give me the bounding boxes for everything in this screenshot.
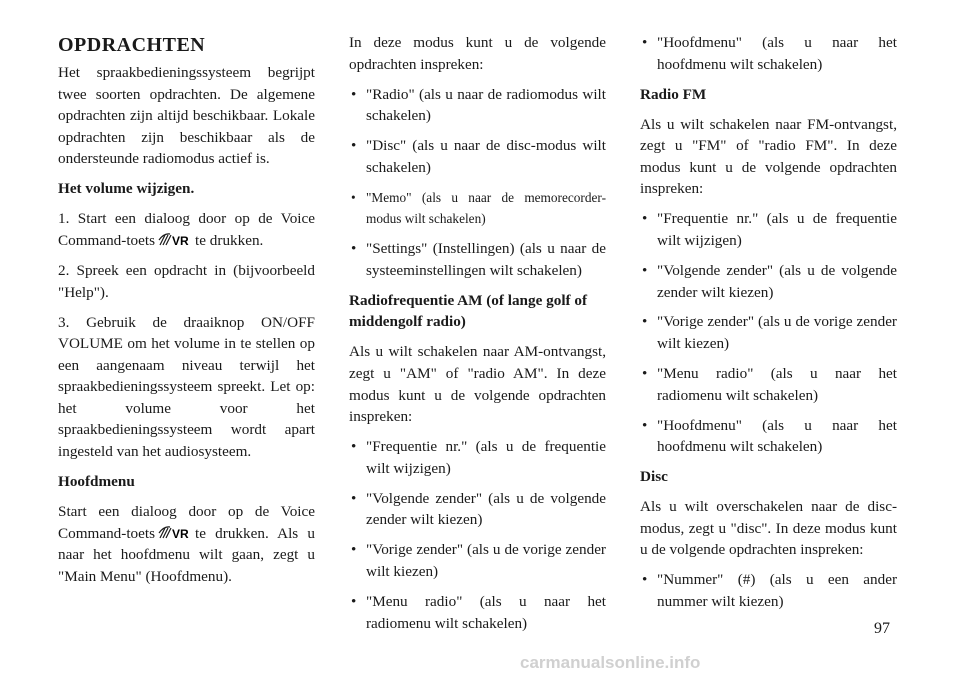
text-after-icon: te drukken. [195,231,264,249]
bullet-item [640,32,897,75]
subheading [640,84,897,106]
subheading [349,290,606,333]
paragraph [58,260,315,303]
text: "Settings" (Instellingen) (als u naar de systeeminstellingen wilt schakelen) [366,240,606,279]
text: Radio FM [640,85,707,103]
text: "Vorige zender" (als u de vorige zender wilt kiezen) [657,313,897,353]
bullet-icon: • [351,137,357,155]
bullet-item [349,187,606,230]
paragraph [58,501,315,587]
bullet-icon: • [351,592,357,610]
subheading [58,178,315,200]
text: Als u wilt overschakelen naar de disc-modus, zegt u "disc". In deze modus kunt u de volgende opdrachten inspreken: [640,498,897,559]
text: "Frequentie nr." (als u de frequentie wilt wijzigen) [366,438,606,477]
section-title [58,32,315,58]
text: "Hoofdmenu" (als u naar het hoofdmenu wilt schakelen) [657,34,897,73]
paragraph [640,114,897,200]
voice-command-icon [158,525,192,540]
bullet-item [349,436,606,479]
text: Disc [640,468,668,486]
text: In deze modus kunt u de volgende opdrachten inspreken: [349,34,606,73]
text: 1. Start een dialoog door op de Voice Command-toets [58,210,315,249]
bullet-icon: • [351,438,357,456]
voice-command-icon-label: VR [172,526,189,540]
text: "Menu radio" (als u naar het radiomenu wilt schakelen) [657,365,897,404]
bullet-icon: • [351,240,357,258]
bullet-item [640,363,897,406]
text: "Volgende zender" (als u de volgende zender wilt kiezen) [657,261,897,301]
text: "Menu radio" (als u naar het radiomenu wilt schakelen) [366,592,606,632]
text: "Nummer" (#) (als u een ander nummer wilt kiezen) [657,571,897,610]
paragraph [58,312,315,463]
column-2 [349,32,606,643]
bullet-icon: • [642,365,648,383]
bullet-item [349,135,606,178]
text: Als u wilt schakelen naar FM-ontvangst, zegt u "FM" of "radio FM". In deze modus kunt u de volgende opdrachten inspreken: [640,115,897,198]
text: "Vorige zender" (als u de vorige zender wilt kiezen) [366,541,606,580]
paragraph [349,341,606,427]
bullet-icon: • [351,189,356,205]
bullet-item [349,238,606,281]
text: Het volume wijzigen. [58,180,195,198]
bullet-icon: • [642,34,648,51]
text: "Frequentie nr." (als u de frequentie wilt wijzigen) [657,210,897,249]
bullet-icon: • [642,261,648,279]
bullet-item [640,569,897,612]
bullet-icon: • [642,210,648,228]
text: Als u wilt schakelen naar AM-ontvangst, zegt u "AM" of "radio AM". In deze modus kunt u de volgende opdrachten inspreken: [349,343,606,426]
paragraph [349,32,606,75]
text: Het spraakbedieningssysteem begrijpt twee soorten opdrachten. De algemene opdrachten zijn altijd beschikbaar. Lokale opdrachten zijn beschikbaar als de ondersteunde radiomodus actief is. [58,64,315,168]
subheading [640,466,897,488]
bullet-item [349,539,606,582]
watermark: carmanualsonline.info [520,653,701,672]
bullet-icon: • [351,489,357,507]
text: "Radio" (als u naar de radiomodus wilt schakelen) [366,85,606,125]
subheading [58,471,315,493]
text: 3. Gebruik de draaiknop ON/OFF VOLUME om het volume in te stellen op een aangenaam niveau terwijl het spraakbedieningssysteem spreekt. Let op: het volume voor het spraakbedieningssysteem wordt apart ingesteld van het audiosysteem. [58,313,315,461]
bullet-icon: • [351,85,357,103]
bullet-item [640,311,897,354]
text: 2. Spreek een opdracht in (bijvoorbeeld "Help"). [58,261,315,301]
text: Radiofrequentie AM (of lange golf of middengolf radio) [349,291,588,331]
paragraph [58,208,315,251]
bullet-item [640,260,897,303]
bullet-item [349,488,606,531]
text: Hoofdmenu [58,473,135,491]
bullet-icon: • [351,541,357,559]
voice-command-icon [158,232,192,247]
text: "Hoofdmenu" (als u naar het hoofdmenu wilt schakelen) [657,416,897,456]
column-1 [58,32,315,596]
text: "Disc" (als u naar de disc-modus wilt schakelen) [366,137,606,176]
bullet-icon: • [642,571,648,589]
bullet-item [640,208,897,251]
text-after-icon: te drukken. Als u naar het hoofdmenu wilt gaan, zegt u "Main Menu" (Hoofdmenu). [58,524,315,585]
paragraph [58,62,315,170]
bullet-item [349,84,606,127]
text: OPDRACHTEN [58,34,206,56]
bullet-item [349,591,606,634]
paragraph [640,496,897,561]
text: "Volgende zender" (als u de volgende zender wilt kiezen) [366,489,606,529]
bullet-item [640,415,897,458]
bullet-icon: • [642,416,648,434]
text: "Memo" (als u naar de memorecorder-modus wilt schakelen) [366,189,606,227]
text: Start een dialoog door op de Voice Command-toets [58,503,315,542]
bullet-icon: • [642,313,648,331]
page-number: 97 [874,620,890,637]
voice-command-icon-label: VR [172,233,189,247]
column-3 [640,32,897,621]
